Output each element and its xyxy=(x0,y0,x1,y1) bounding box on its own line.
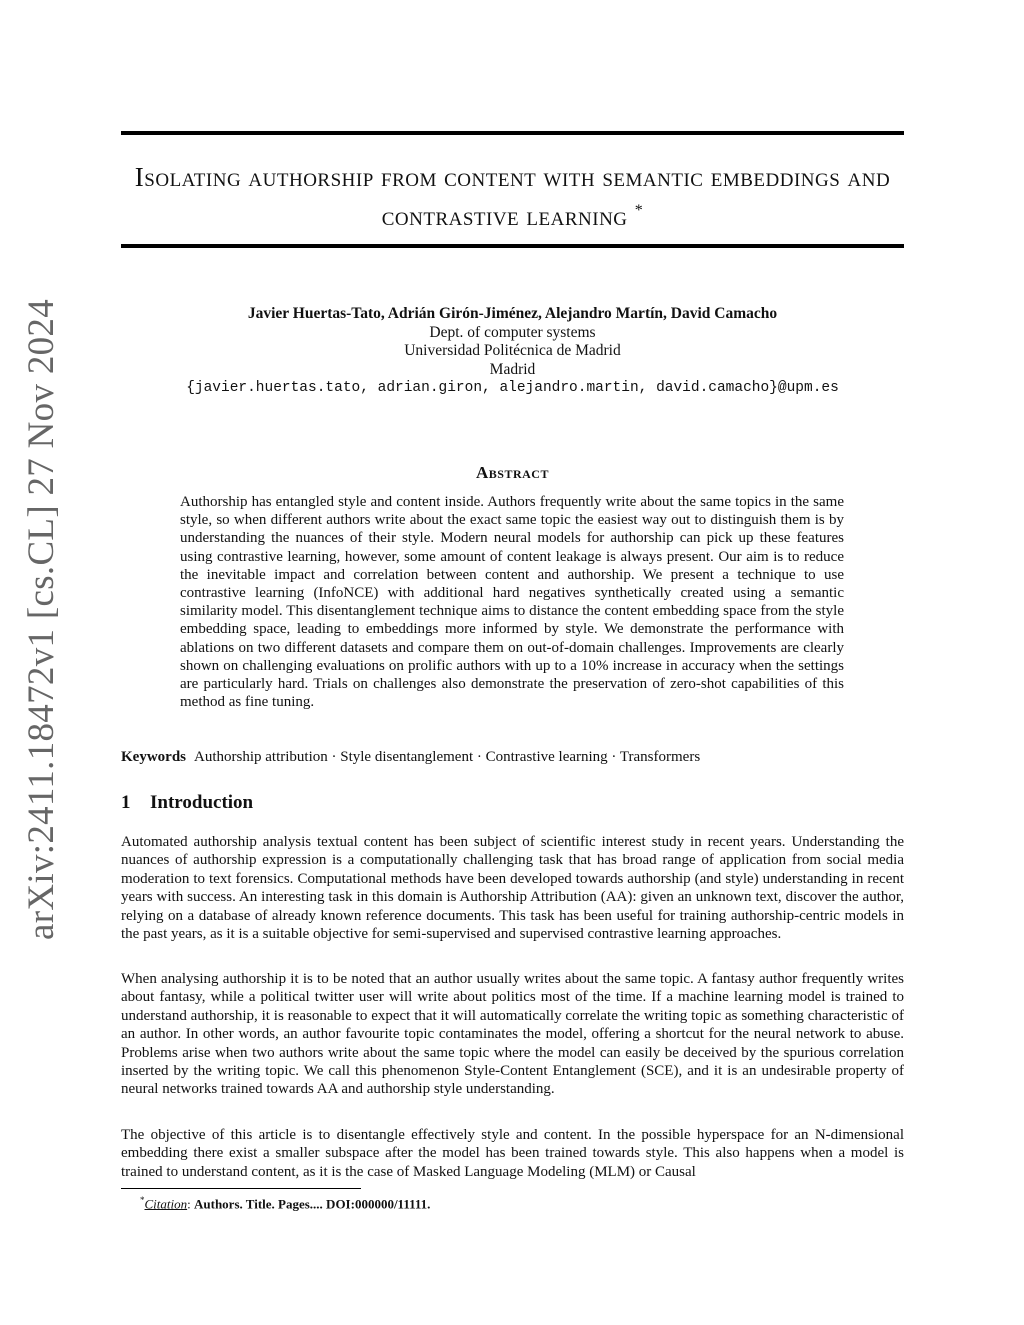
section-heading xyxy=(121,792,904,814)
author-department: Dept. of computer systems xyxy=(429,323,596,341)
footnote-label[interactable]: Citation xyxy=(144,1196,188,1212)
author-university: Universidad Politécnica de Madrid xyxy=(404,342,621,359)
title-footnote-mark: * xyxy=(634,202,644,219)
title-rule-bottom xyxy=(121,244,904,248)
footnote: *Citation: Authors. Title. Pages.... DOI:000000/11111. xyxy=(140,1195,431,1212)
keywords-line xyxy=(121,748,904,766)
footnote-text: Authors. Title. Pages.... DOI:000000/11111. xyxy=(194,1196,431,1212)
paragraph-3: The objective of this article is to disentangle effectively style and content. In the possible hyperspace for an N-dimensional embedding there exist a smaller subspace after the model has been trained towards style. This also happens when a model is trained to understand content, as it is the case of Masked Language Modeling (MLM) or Causal xyxy=(121,1127,904,1180)
abstract-text: Authorship has entangled style and content inside. Authors frequently write about the same topics in the same style, so when different authors write about the exact same topic the easiest way out to distinguish them is by understanding the nuances of their style. Modern neural models for authorship can pick up these features using contrastive learning, however, some amount of content leakage is always present. Our aim is to reduce the inevitable impact and correlation between content and authorship. We present a technique to use contrastive learning (InfoNCE) with additional hard negatives synthetically created using a semantic similarity model. This disentanglement technique aims to distance the content embedding space from the style embedding space, leading to embeddings more informed by style. We demonstrate the performance with ablations on two different datasets and compare them on out-of-domain challenges. Improvements are clearly shown on challenging evaluations on prolific authors with up to a 10% increase in accuracy when the settings are particularly hard. Trials on challenges also demonstrate the preservation of zero-shot capabilities of this method as fine tuning. xyxy=(180,494,844,711)
paragraph-2: When analysing authorship it is to be noted that an author usually writes about the same topic. A fantasy author frequently writes about fantasy, while a political twitter user will write about politics most of the time. If a machine learning model is trained to understand authorship, it is reasonable to expect that it will automatically correlate the writing topic as something characteristic of an author. In other words, an author favourite topic contaminates the model, offering a shortcut for the neural network to abuse. Problems arise when two authors write about the same topic where the model can easily be deceived by the spurious correlation inserted by the writing topic. We call this phenomenon Style-Content Entanglement (SCE), and it is an undesirable property of neural networks trained towards AA and authorship style understanding. xyxy=(121,971,904,1098)
abstract-heading: Abstract xyxy=(476,463,549,482)
author-block xyxy=(121,305,904,398)
arxiv-identifier: arXiv:2411.18472v1 [cs.CL] 27 Nov 2024 xyxy=(21,298,62,940)
paper-title-text: Isolating authorship from content with semantic embeddings and contrastive learning xyxy=(134,162,891,231)
author-city: Madrid xyxy=(489,360,536,378)
author-emails: {javier.huertas.tato, adrian.giron, alejandro.martin, david.camacho}@upm.es xyxy=(186,380,839,396)
footnote-rule xyxy=(121,1188,361,1189)
keywords-label: Keywords xyxy=(121,749,186,765)
section-title: Introduction xyxy=(150,792,254,813)
keywords-text: Authorship attribution · Style disentanglement · Contrastive learning · Transformers xyxy=(194,749,701,765)
author-names: Javier Huertas-Tato, Adrián Girón-Jiménez, Alejandro Martín, David Camacho xyxy=(247,305,778,322)
title-rule-top xyxy=(121,131,904,135)
section-number: 1 xyxy=(121,792,131,813)
footnote-mark: * xyxy=(140,1195,145,1205)
paragraph-1: Automated authorship analysis textual content has been subject of scientific interest study in recent years. Understanding the nuances of authorship expression is a computationally challenging task that has broad range of application from social media moderation to text forensics. Computational methods have been developed towards authorship (and style) understanding in recent years with success. An interesting task in this domain is Authorship Attribution (AA): given an unknown text, discover the author, relying on a database of already known reference documents. This task has been useful for training authorship-centric models in the past years, as it is a suitable objective for semi-supervised and supervised contrastive learning approaches. xyxy=(121,834,904,943)
paper-title xyxy=(121,160,904,233)
